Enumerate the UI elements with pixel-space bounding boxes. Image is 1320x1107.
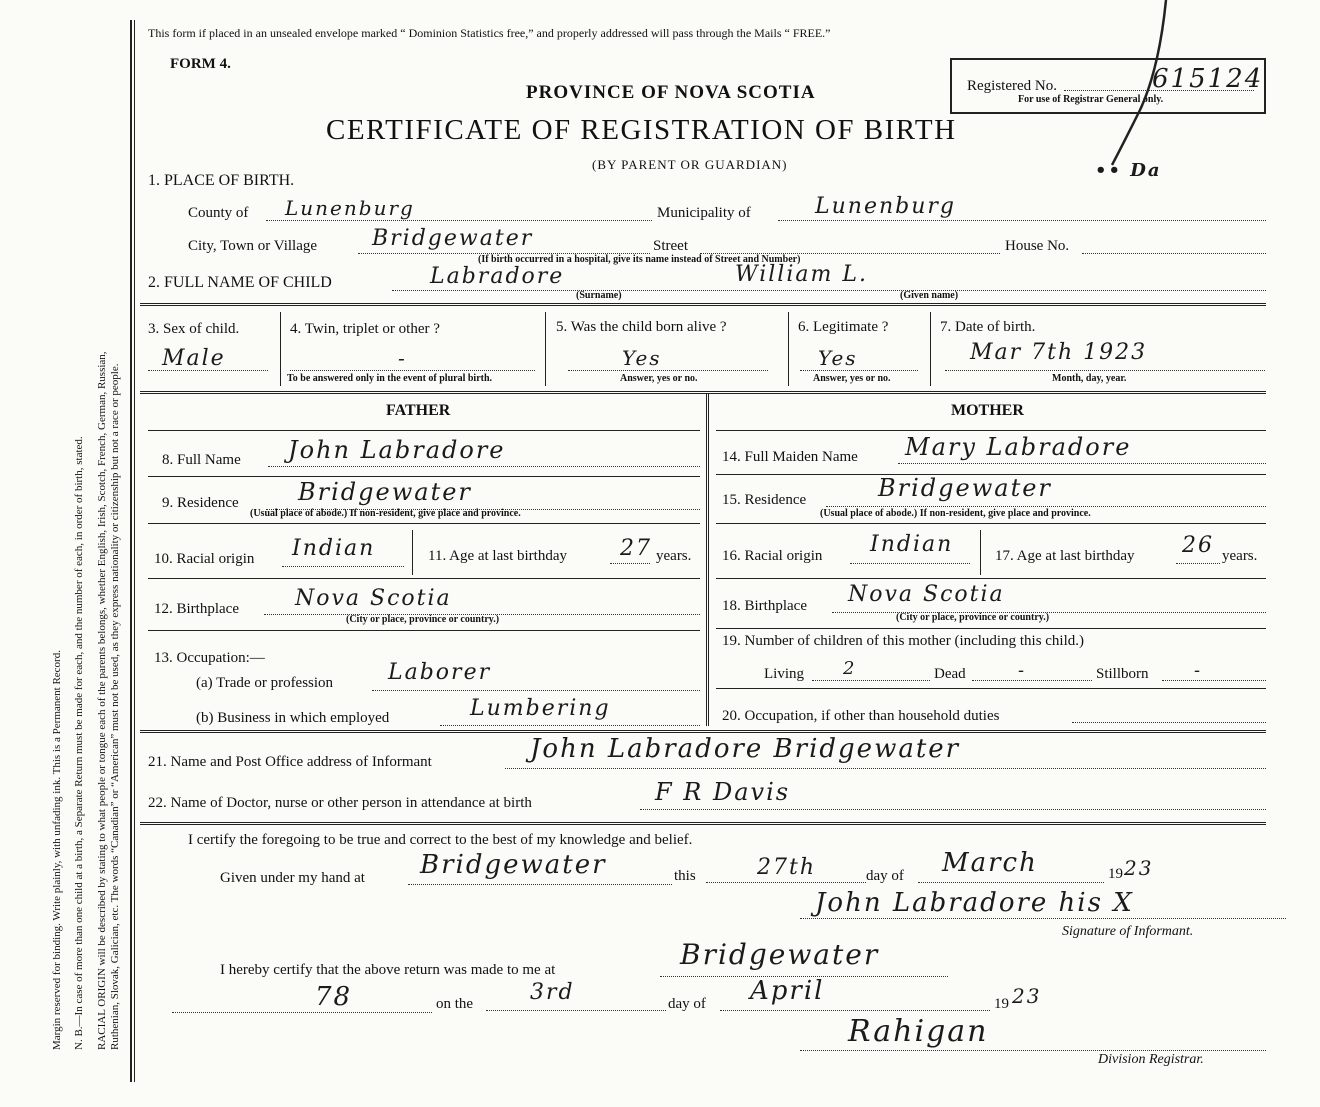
father-occupation-label: 13. Occupation:— xyxy=(154,650,265,666)
section-divider-3 xyxy=(140,730,1266,733)
registrar-day: 3rd xyxy=(530,980,575,1005)
mother-rule-5 xyxy=(716,688,1266,689)
mother-racial-divider xyxy=(980,530,981,575)
father-birthplace-value: Nova Scotia xyxy=(295,586,452,611)
this-label: this xyxy=(674,868,696,884)
sex-label: 3. Sex of child. xyxy=(148,321,240,337)
informant-signature-line xyxy=(800,918,1286,919)
father-age-value: 27 xyxy=(620,536,652,561)
row3-divider-a xyxy=(280,312,281,386)
registrar-note: For use of Registrar General only. xyxy=(1018,94,1164,105)
mother-age-label: 17. Age at last birthday xyxy=(995,548,1135,564)
child-name-line xyxy=(392,290,1266,291)
registrar-number-line xyxy=(172,1012,432,1013)
father-racial-value: Indian xyxy=(292,536,376,561)
certify-dayof-label: day of xyxy=(866,868,904,884)
mother-residence-label: 15. Residence xyxy=(722,492,807,508)
mother-name-value: Mary Labradore xyxy=(905,433,1132,461)
mother-age-line xyxy=(1176,563,1220,564)
father-racial-divider xyxy=(412,530,413,575)
registrar-onthe-label: on the xyxy=(436,996,474,1012)
informant-signature-label: Signature of Informant. xyxy=(1062,924,1194,939)
sex-value: Male xyxy=(162,346,226,371)
mother-racial-label: 16. Racial origin xyxy=(722,548,823,564)
dob-line xyxy=(945,370,1265,371)
father-business-label: (b) Business in which employed xyxy=(196,710,390,726)
margin-line-3: RACIAL ORIGIN will be described by stating to what people or tongue each of the parents belongs, whether English, Irish, Scotch, French, German, Russian, xyxy=(96,351,108,1050)
mother-dead-label: Dead xyxy=(934,666,966,682)
county-label: County of xyxy=(188,205,249,221)
row3-divider-d xyxy=(930,312,931,386)
registrar-day-line xyxy=(486,1010,666,1011)
registrar-signature: Rahigan xyxy=(848,1014,989,1049)
alive-note: Answer, yes or no. xyxy=(620,373,698,384)
registrar-place: Bridgewater xyxy=(680,938,880,971)
given-under-label: Given under my hand at xyxy=(220,870,365,886)
certificate-title: CERTIFICATE OF REGISTRATION OF BIRTH xyxy=(326,114,957,146)
municipality-label: Municipality of xyxy=(657,205,751,221)
father-rule-0 xyxy=(148,430,700,431)
section-divider-1 xyxy=(140,303,1266,306)
child-given-name: William L. xyxy=(735,262,868,287)
father-name-value: John Labradore xyxy=(288,436,506,464)
certify-statement: I certify the foregoing to be true and correct to the best of my knowledge and belief. xyxy=(188,832,693,848)
doctor-value: F R Davis xyxy=(655,778,791,806)
mother-birthplace-note: (City or place, province or country.) xyxy=(896,612,1050,623)
mother-birthplace-value: Nova Scotia xyxy=(848,582,1005,607)
father-rule-1 xyxy=(148,476,700,477)
mother-residence-value: Bridgewater xyxy=(878,474,1052,502)
mother-name-label: 14. Full Maiden Name xyxy=(722,449,858,465)
house-line xyxy=(1082,253,1266,254)
father-trade-value: Laborer xyxy=(388,660,492,685)
father-age-line xyxy=(610,563,650,564)
doctor-label: 22. Name of Doctor, nurse or other person in attendance at birth xyxy=(148,795,532,811)
child-name-label: 2. FULL NAME OF CHILD xyxy=(148,274,332,291)
registered-number: 615124 xyxy=(1152,64,1264,94)
mother-residence-note: (Usual place of abode.) If non-resident, give place and province. xyxy=(820,508,1091,519)
legitimate-note: Answer, yes or no. xyxy=(813,373,891,384)
father-name-line xyxy=(268,466,700,467)
margin-rule xyxy=(130,20,132,1082)
section-divider-4 xyxy=(140,822,1266,825)
mother-racial-line xyxy=(850,563,970,564)
father-rule-4 xyxy=(148,630,700,631)
legitimate-line xyxy=(800,370,918,371)
row3-divider-b xyxy=(545,312,546,386)
dob-label: 7. Date of birth. xyxy=(940,319,1036,335)
mother-living-line xyxy=(812,680,930,681)
section-divider-2 xyxy=(140,391,1266,394)
certify-year: 23 xyxy=(1124,856,1154,880)
mother-occupation-label: 20. Occupation, if other than household duties xyxy=(722,708,1000,724)
margin-line-2: N. B.—In case of more than one child at a birth, a Separate Return must be made for each, and the number of each, in order of birth, stated. xyxy=(73,436,85,1050)
given-place-line xyxy=(408,884,672,885)
margin-line-1: Margin reserved for binding. Write plainly, with unfading ink. This is a Permanent Record. xyxy=(51,650,63,1050)
father-business-line xyxy=(440,725,700,726)
twin-line xyxy=(290,370,535,371)
mother-years-label: years. xyxy=(1222,548,1258,564)
municipality-line xyxy=(778,220,1266,221)
dob-value: Mar 7th 1923 xyxy=(970,340,1148,365)
mother-rule-4 xyxy=(716,628,1266,629)
surname-note: (Surname) xyxy=(576,290,622,301)
mother-heading: MOTHER xyxy=(951,402,1024,419)
margin-rule-inner xyxy=(134,20,135,1082)
father-business-value: Lumbering xyxy=(470,696,611,721)
dob-note: Month, day, year. xyxy=(1052,373,1127,384)
mother-dead-line xyxy=(972,680,1092,681)
mother-stillborn-line xyxy=(1162,680,1266,681)
twin-value: - xyxy=(398,346,407,370)
registrar-month-line xyxy=(720,1010,990,1011)
father-racial-line xyxy=(282,566,404,567)
father-residence-label: 9. Residence xyxy=(162,495,239,511)
house-label: House No. xyxy=(1005,238,1070,254)
certify-month: March xyxy=(942,848,1038,878)
father-birthplace-note: (City or place, province or country.) xyxy=(346,614,500,625)
mother-living-label: Living xyxy=(764,666,804,682)
city-value: Bridgewater xyxy=(372,226,534,251)
given-place-value: Bridgewater xyxy=(420,850,607,880)
father-racial-label: 10. Racial origin xyxy=(154,551,255,567)
doctor-line xyxy=(640,809,1266,810)
mother-rule-3 xyxy=(716,578,1266,579)
certify-year-prefix: 19 xyxy=(1108,866,1123,882)
mother-birthplace-label: 18. Birthplace xyxy=(722,598,807,614)
stamp-mark: •• Da xyxy=(1095,160,1162,181)
father-trade-label: (a) Trade or profession xyxy=(196,675,334,691)
registrar-statement: I hereby certify that the above return was made to me at xyxy=(220,962,556,978)
street-label: Street xyxy=(653,238,688,254)
mother-dead-value: - xyxy=(1018,660,1027,681)
form-number: FORM 4. xyxy=(170,56,231,72)
mother-residence-line xyxy=(826,506,1266,507)
father-rule-2 xyxy=(148,523,700,524)
informant-signature: John Labradore his X xyxy=(815,888,1134,918)
row3-divider-c xyxy=(788,312,789,386)
province-title: PROVINCE OF NOVA SCOTIA xyxy=(526,82,816,103)
parents-divider xyxy=(706,394,709,726)
mother-racial-value: Indian xyxy=(870,532,954,557)
mother-children-label: 19. Number of children of this mother (including this child.) xyxy=(722,633,1085,649)
mother-stillborn-value: - xyxy=(1194,660,1203,681)
month-line xyxy=(918,882,1104,883)
mother-occupation-line xyxy=(1072,722,1266,723)
street-note: (If birth occurred in a hospital, give its name instead of Street and Number) xyxy=(478,254,801,265)
mother-age-value: 26 xyxy=(1182,533,1214,558)
place-of-birth-heading: 1. PLACE OF BIRTH. xyxy=(148,172,295,189)
given-note: (Given name) xyxy=(900,290,959,301)
informant-line xyxy=(505,768,1266,769)
county-line xyxy=(266,220,652,221)
informant-value: John Labradore Bridgewater xyxy=(530,734,961,764)
registrar-month: April xyxy=(750,976,825,1006)
father-age-label: 11. Age at last birthday xyxy=(428,548,567,564)
alive-line xyxy=(568,370,768,371)
child-surname: Labradore xyxy=(430,264,565,289)
legitimate-label: 6. Legitimate ? xyxy=(798,319,889,335)
twin-note: To be answered only in the event of plural birth. xyxy=(287,373,493,384)
mother-stillborn-label: Stillborn xyxy=(1096,666,1149,682)
mother-living-value: 2 xyxy=(843,658,857,679)
registrar-year-prefix: 19 xyxy=(994,996,1009,1012)
alive-value: Yes xyxy=(622,346,662,370)
twin-label: 4. Twin, triplet or other ? xyxy=(290,321,440,337)
registrar-number: 78 xyxy=(315,982,353,1012)
county-value: Lunenburg xyxy=(285,196,415,220)
father-residence-note: (Usual place of abode.) If non-resident, give place and province. xyxy=(250,508,521,519)
municipality-value: Lunenburg xyxy=(815,194,956,219)
father-rule-3 xyxy=(148,578,700,579)
registered-label: Registered No. xyxy=(967,78,1057,94)
city-label: City, Town or Village xyxy=(188,238,318,254)
father-years-label: years. xyxy=(656,548,692,564)
mail-notice: This form if placed in an unsealed envelope marked “ Dominion Statistics free,” and properly addressed will pass through the Mails “ FREE.” xyxy=(148,26,831,40)
margin-line-4: Ruthenian, Slovak, Galician, etc. The words “Canadian” or “American” must not be used, as they express nationality or citizenship but not a race or people. xyxy=(109,363,121,1050)
certificate-subtitle: (BY PARENT OR GUARDIAN) xyxy=(592,157,788,172)
registrar-year: 23 xyxy=(1012,984,1042,1008)
certify-day: 27th xyxy=(757,855,817,880)
registrar-dayof-label: day of xyxy=(668,996,706,1012)
father-heading: FATHER xyxy=(386,402,451,419)
day-line xyxy=(706,882,866,883)
pen-stroke-mark xyxy=(1100,0,1180,170)
registrar-signature-line xyxy=(800,1050,1266,1051)
mother-rule-2 xyxy=(716,523,1266,524)
mother-rule-0 xyxy=(716,430,1266,431)
father-name-label: 8. Full Name xyxy=(162,452,241,468)
mother-name-line xyxy=(898,463,1266,464)
registrar-title-label: Division Registrar. xyxy=(1098,1052,1204,1067)
father-trade-line xyxy=(372,690,700,691)
legitimate-value: Yes xyxy=(818,346,858,370)
father-residence-value: Bridgewater xyxy=(298,478,472,506)
alive-label: 5. Was the child born alive ? xyxy=(556,319,727,335)
informant-label: 21. Name and Post Office address of Informant xyxy=(148,754,432,770)
father-birthplace-label: 12. Birthplace xyxy=(154,601,239,617)
